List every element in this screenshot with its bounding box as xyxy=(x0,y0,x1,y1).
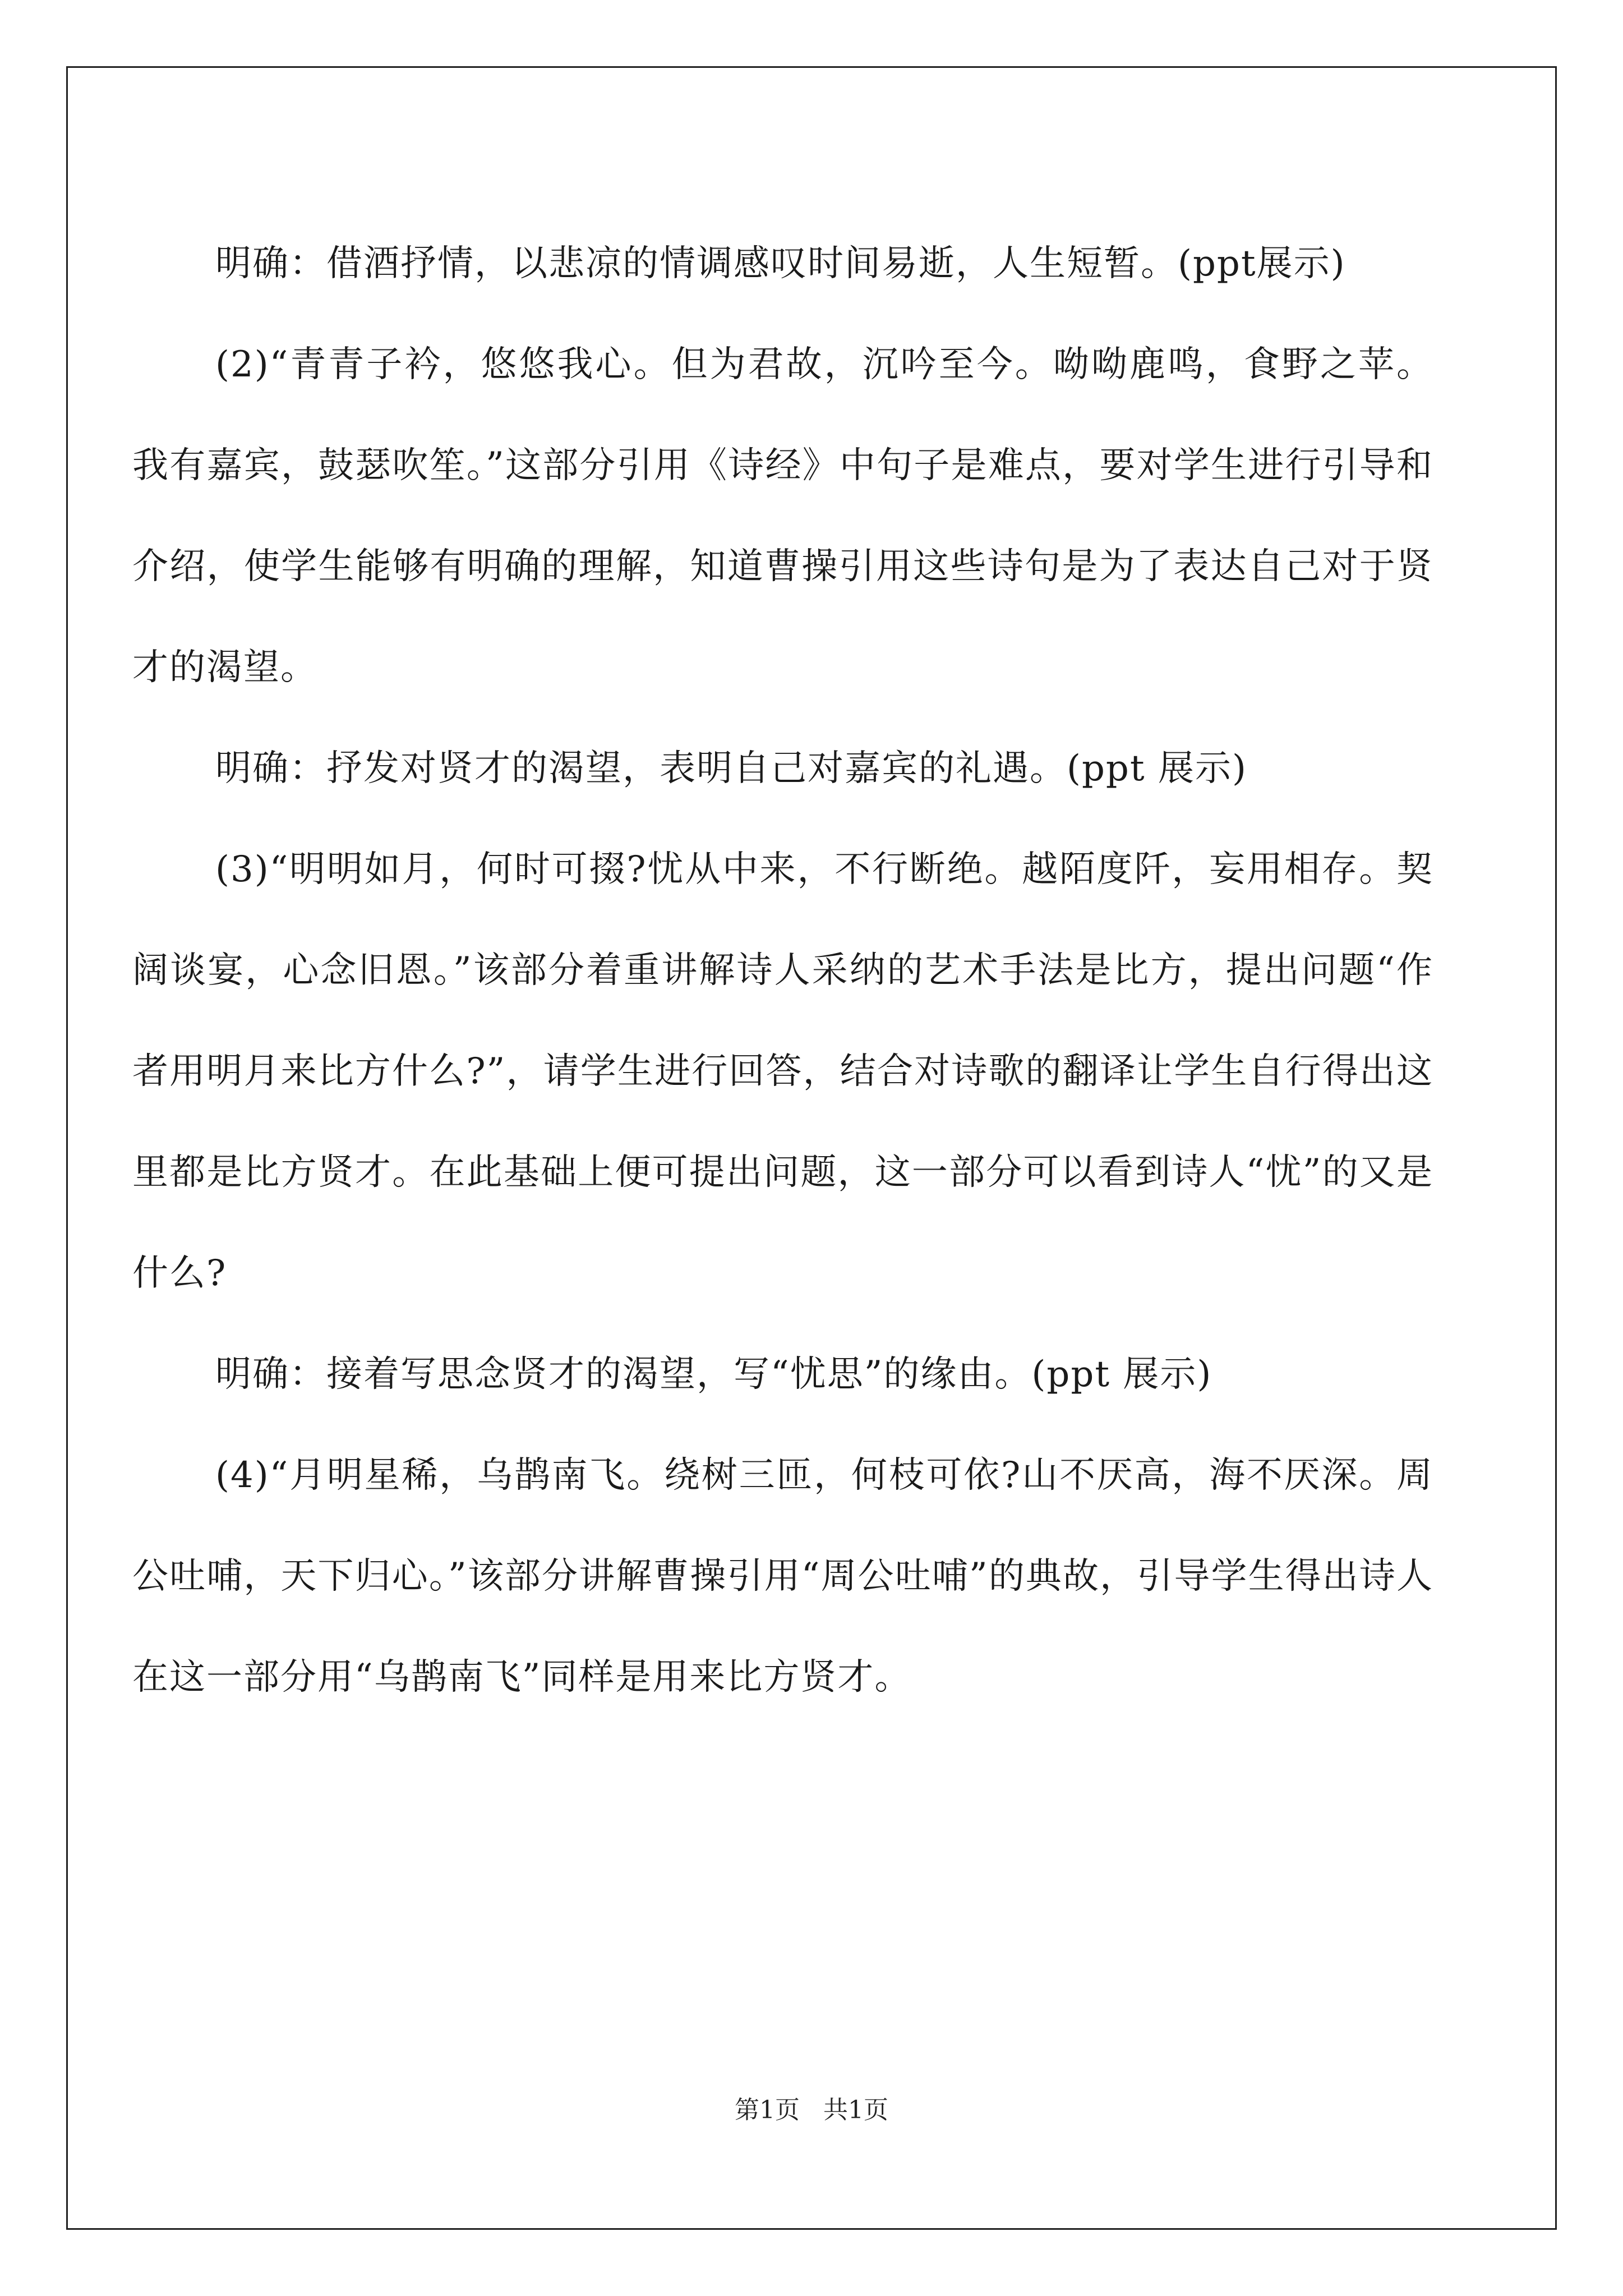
document-body xyxy=(132,213,1433,1728)
page-footer xyxy=(0,2090,1623,2125)
paragraph-2: (2)“青青子衿，悠悠我心。但为君故，沉吟至今。呦呦鹿鸣，食野之苹。我有嘉宾，鼓瑟吹笙。”这部分引用《诗经》中句子是难点，要对学生进行引导和介绍，使学生能够有明确的理解，知道曹操引用这些诗句是为了表达自己对于贤才的渴望。 xyxy=(132,344,1433,688)
paragraph-4: (3)“明明如月，何时可掇?忧从中来，不行断绝。越陌度阡，妄用相存。契阔谈宴，心念旧恩。”该部分着重讲解诗人采纳的艺术手法是比方，提出问题“作者用明月来比方什么?”，请学生进行回答，结合对诗歌的翻译让学生自行得出这里都是比方贤才。在此基础上便可提出问题，这一部分可以看到诗人“忧”的又是什么? xyxy=(132,849,1433,1294)
page-number-current: 第1页 xyxy=(735,2096,800,2124)
paragraph-3: 明确：抒发对贤才的渴望，表明自己对嘉宾的礼遇。(ppt 展示) xyxy=(215,748,1247,789)
paragraph-5: 明确：接着写思念贤才的渴望，写“忧思”的缘由。(ppt 展示) xyxy=(215,1354,1212,1395)
page-number-total: 共1页 xyxy=(823,2096,888,2124)
paragraph-6: (4)“月明星稀，乌鹊南飞。绕树三匝，何枝可依?山不厌高，海不厌深。周公吐哺，天下归心。”该部分讲解曹操引用“周公吐哺”的典故，引导学生得出诗人在这一部分用“乌鹊南飞”同样是用来比方贤才。 xyxy=(132,1455,1433,1698)
paragraph-1: 明确：借酒抒情，以悲凉的情调感叹时间易逝，人生短暂。(ppt展示) xyxy=(215,243,1346,284)
